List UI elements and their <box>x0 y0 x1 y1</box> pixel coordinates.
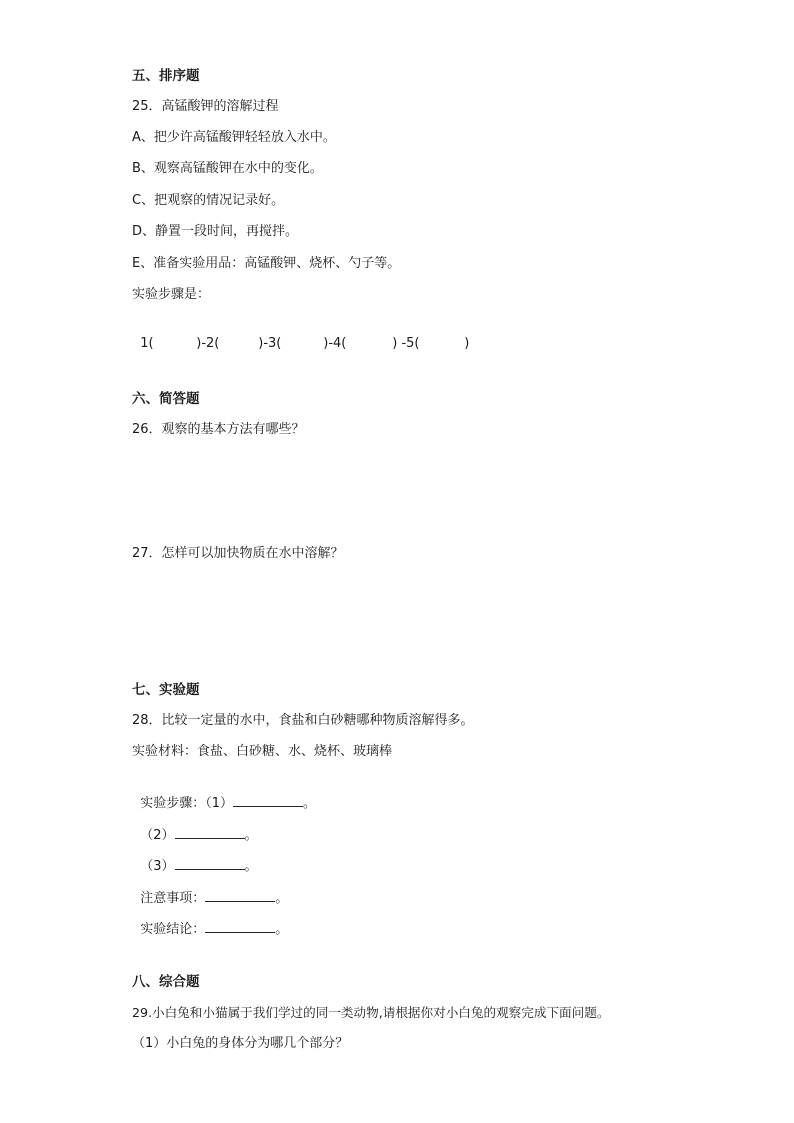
answer-blank-step-1[interactable] <box>233 792 303 807</box>
section-heading-short-answer: 六、简答题 <box>132 391 200 407</box>
question-29-1: （1）小白兔的身体分为哪几个部分？ <box>132 1036 349 1051</box>
section-heading-experiment: 七、实验题 <box>132 682 200 698</box>
materials-line: 实验材料：食盐、白砂糖、水、烧杯、玻璃棒 <box>132 744 393 759</box>
conclusion-label: 实验结论： <box>140 922 206 937</box>
question-26: 26．观察的基本方法有哪些？ <box>132 422 305 437</box>
step-1-label: 实验步骤：（1） <box>140 796 234 811</box>
question-25: 25．高锰酸钾的溶解过程 <box>132 99 279 114</box>
seq-part-4: )-4( <box>323 336 347 351</box>
conclusion-line <box>132 900 288 939</box>
steps-label: 实验步骤是： <box>132 287 211 302</box>
seq-part-3: )-3( <box>258 336 282 351</box>
option-a: A、把少许高锰酸钾轻轻放入水中。 <box>132 130 336 145</box>
option-b: B、观察高锰酸钾在水中的变化。 <box>132 161 323 176</box>
answer-blank-step-3[interactable] <box>175 855 245 870</box>
seq-part-5: ) -5( <box>392 336 420 351</box>
answer-sequence <box>132 317 469 353</box>
answer-blank-conclusion[interactable] <box>205 918 275 933</box>
question-27: 27．怎样可以加快物质在水中溶解？ <box>132 546 344 561</box>
period: 。 <box>303 796 317 811</box>
seq-part-6: ) <box>464 336 470 351</box>
question-29: 29.小白兔和小猫属于我们学过的同一类动物,请根据你对小白兔的观察完成下面问题。 <box>132 1005 610 1020</box>
option-d: D、静置一段时间，再搅拌。 <box>132 224 299 239</box>
period: 。 <box>244 828 258 843</box>
question-28: 28．比较一定量的水中，食盐和白砂糖哪种物质溶解得多。 <box>132 713 474 728</box>
option-e: E、准备实验用品：高锰酸钾、烧杯、勺子等。 <box>132 256 401 271</box>
period: 。 <box>275 922 289 937</box>
step-2-label: （2） <box>140 828 175 843</box>
section-heading-comprehensive: 八、综合题 <box>132 974 200 990</box>
option-c: C、把观察的情况记录好。 <box>132 193 285 208</box>
section-heading-sort: 五、排序题 <box>132 68 200 84</box>
notes-label: 注意事项： <box>140 891 206 906</box>
period: 。 <box>244 859 258 874</box>
seq-part-2: )-2( <box>196 336 220 351</box>
period: 。 <box>275 891 289 906</box>
step-3-label: （3） <box>140 859 175 874</box>
seq-part-1: 1( <box>140 336 154 351</box>
